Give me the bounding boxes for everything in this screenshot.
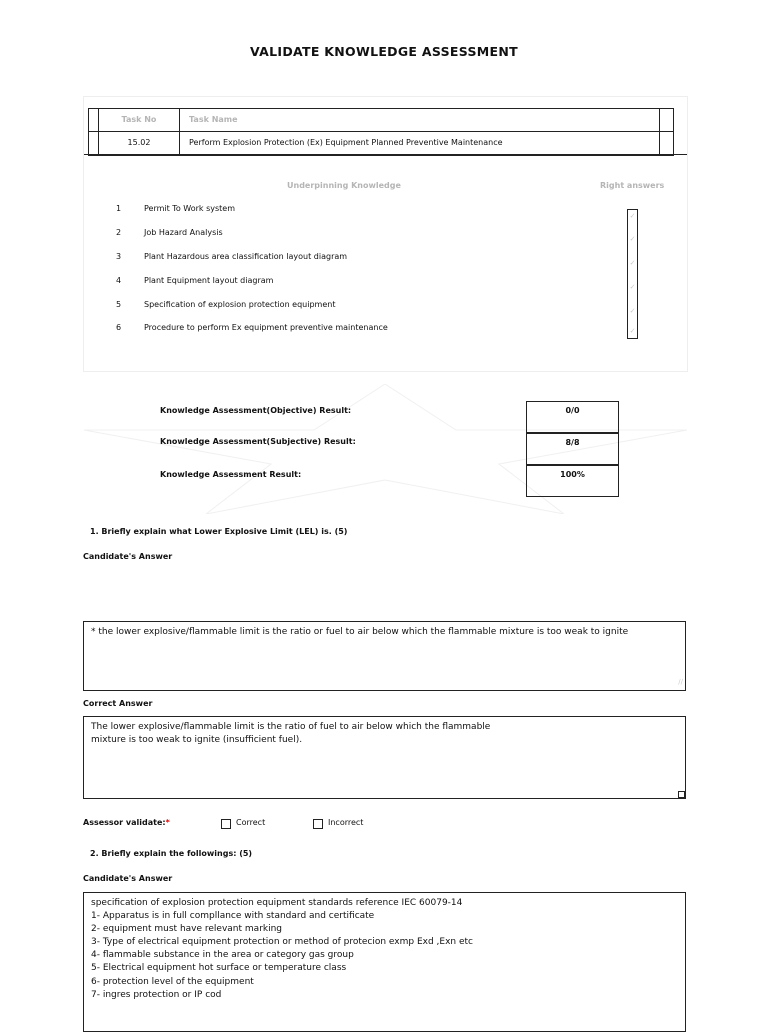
resize-handle-icon[interactable] xyxy=(678,791,685,798)
correct-answer-field[interactable] xyxy=(83,716,686,799)
candidate-answer-field[interactable] xyxy=(83,892,686,1032)
correct-option-label: Correct xyxy=(236,818,266,827)
candidate-answer-text: * the lower explosive/flammable limit is the ratio or fuel to air below which the flammable mixture is too weak to ignite xyxy=(91,627,629,637)
task-no-header: Task No xyxy=(98,109,180,131)
answer-line: 2- equipment must have relevant marking xyxy=(91,924,283,935)
knowledge-item-number: 3 xyxy=(116,252,122,261)
right-answers-header: Right answers xyxy=(600,181,665,190)
candidate-answer-label: Candidate's Answer xyxy=(83,552,173,561)
question-1: 1. Briefly explain what Lower Explosive Limit (LEL) is. (5) xyxy=(90,527,348,536)
task-table-divider xyxy=(659,109,660,155)
answer-line: 5- Electrical equipment hot surface or temperature class xyxy=(91,963,347,974)
checkmark-icon[interactable]: ✓ xyxy=(629,259,636,267)
knowledge-item-text: Procedure to perform Ex equipment preventive maintenance xyxy=(144,323,388,332)
knowledge-item-number: 2 xyxy=(116,228,122,237)
incorrect-checkbox[interactable] xyxy=(313,819,323,829)
correct-answer-line: The lower explosive/flammable limit is the ratio of fuel to air below which the flammable xyxy=(91,722,491,732)
knowledge-item-text: Job Hazard Analysis xyxy=(144,228,223,237)
task-table-header xyxy=(89,109,673,132)
section-divider xyxy=(84,154,687,155)
objective-result-value: 0/0 xyxy=(526,401,619,433)
objective-result-label: Knowledge Assessment(Objective) Result: xyxy=(160,406,352,415)
checkmark-icon[interactable]: ✓ xyxy=(629,327,636,335)
knowledge-item-text: Permit To Work system xyxy=(144,204,235,213)
knowledge-item-text: Plant Hazardous area classification layout diagram xyxy=(144,252,348,261)
knowledge-item-text: Specification of explosion protection equipment xyxy=(144,300,336,309)
task-no-value: 15.02 xyxy=(98,132,180,154)
task-table-row xyxy=(89,132,673,154)
right-answers-checkboxes xyxy=(627,209,638,339)
subjective-result-value: 8/8 xyxy=(526,433,619,465)
correct-answer-line: mixture is too weak to ignite (insufficient fuel). xyxy=(91,735,303,745)
assessor-validate-label: Assessor validate:* xyxy=(83,818,170,827)
correct-answer-label: Correct Answer xyxy=(83,699,153,708)
underpinning-knowledge-header: Underpinning Knowledge xyxy=(287,181,401,190)
task-table xyxy=(88,108,674,156)
candidate-answer-label: Candidate's Answer xyxy=(83,874,173,883)
knowledge-item-text: Plant Equipment layout diagram xyxy=(144,276,274,285)
answer-line: 3- Type of electrical equipment protection or method of protecion exmp Exd ,Exn etc xyxy=(91,937,473,948)
required-mark: * xyxy=(165,818,170,827)
overall-result-value: 100% xyxy=(526,465,619,497)
knowledge-item-number: 5 xyxy=(116,300,122,309)
incorrect-option-label: Incorrect xyxy=(328,818,364,827)
question-2: 2. Briefly explain the followings: (5) xyxy=(90,849,253,858)
knowledge-item-number: 1 xyxy=(116,204,122,213)
task-name-header: Task Name xyxy=(189,115,238,124)
knowledge-item-number: 4 xyxy=(116,276,122,285)
answer-line: 1- Apparatus is in full compllance with standard and certificate xyxy=(91,911,375,922)
knowledge-item-number: 6 xyxy=(116,323,122,332)
checkmark-icon[interactable]: ✓ xyxy=(629,212,636,220)
checkmark-icon[interactable]: ✓ xyxy=(629,307,636,315)
task-name-value: Perform Explosion Protection (Ex) Equipment Planned Preventive Maintenance xyxy=(189,138,503,147)
page-title: VALIDATE KNOWLEDGE ASSESSMENT xyxy=(250,44,518,59)
resize-handle-icon[interactable]: ∕∕ xyxy=(678,678,683,686)
answer-line: 7- ingres protection or IP cod xyxy=(91,989,222,1000)
answer-line: 4- flammable substance in the area or category gas group xyxy=(91,950,354,961)
candidate-answer-field[interactable] xyxy=(83,621,686,691)
correct-checkbox[interactable] xyxy=(221,819,231,829)
answer-line: specification of explosion protection equipment standards reference IEC 60079-14 xyxy=(91,898,463,908)
overall-result-label: Knowledge Assessment Result: xyxy=(160,470,302,479)
checkmark-icon[interactable]: ✓ xyxy=(629,283,636,291)
checkmark-icon[interactable]: ✓ xyxy=(629,235,636,243)
subjective-result-label: Knowledge Assessment(Subjective) Result: xyxy=(160,437,356,446)
answer-line: 6- protection level of the equipment xyxy=(91,976,254,987)
